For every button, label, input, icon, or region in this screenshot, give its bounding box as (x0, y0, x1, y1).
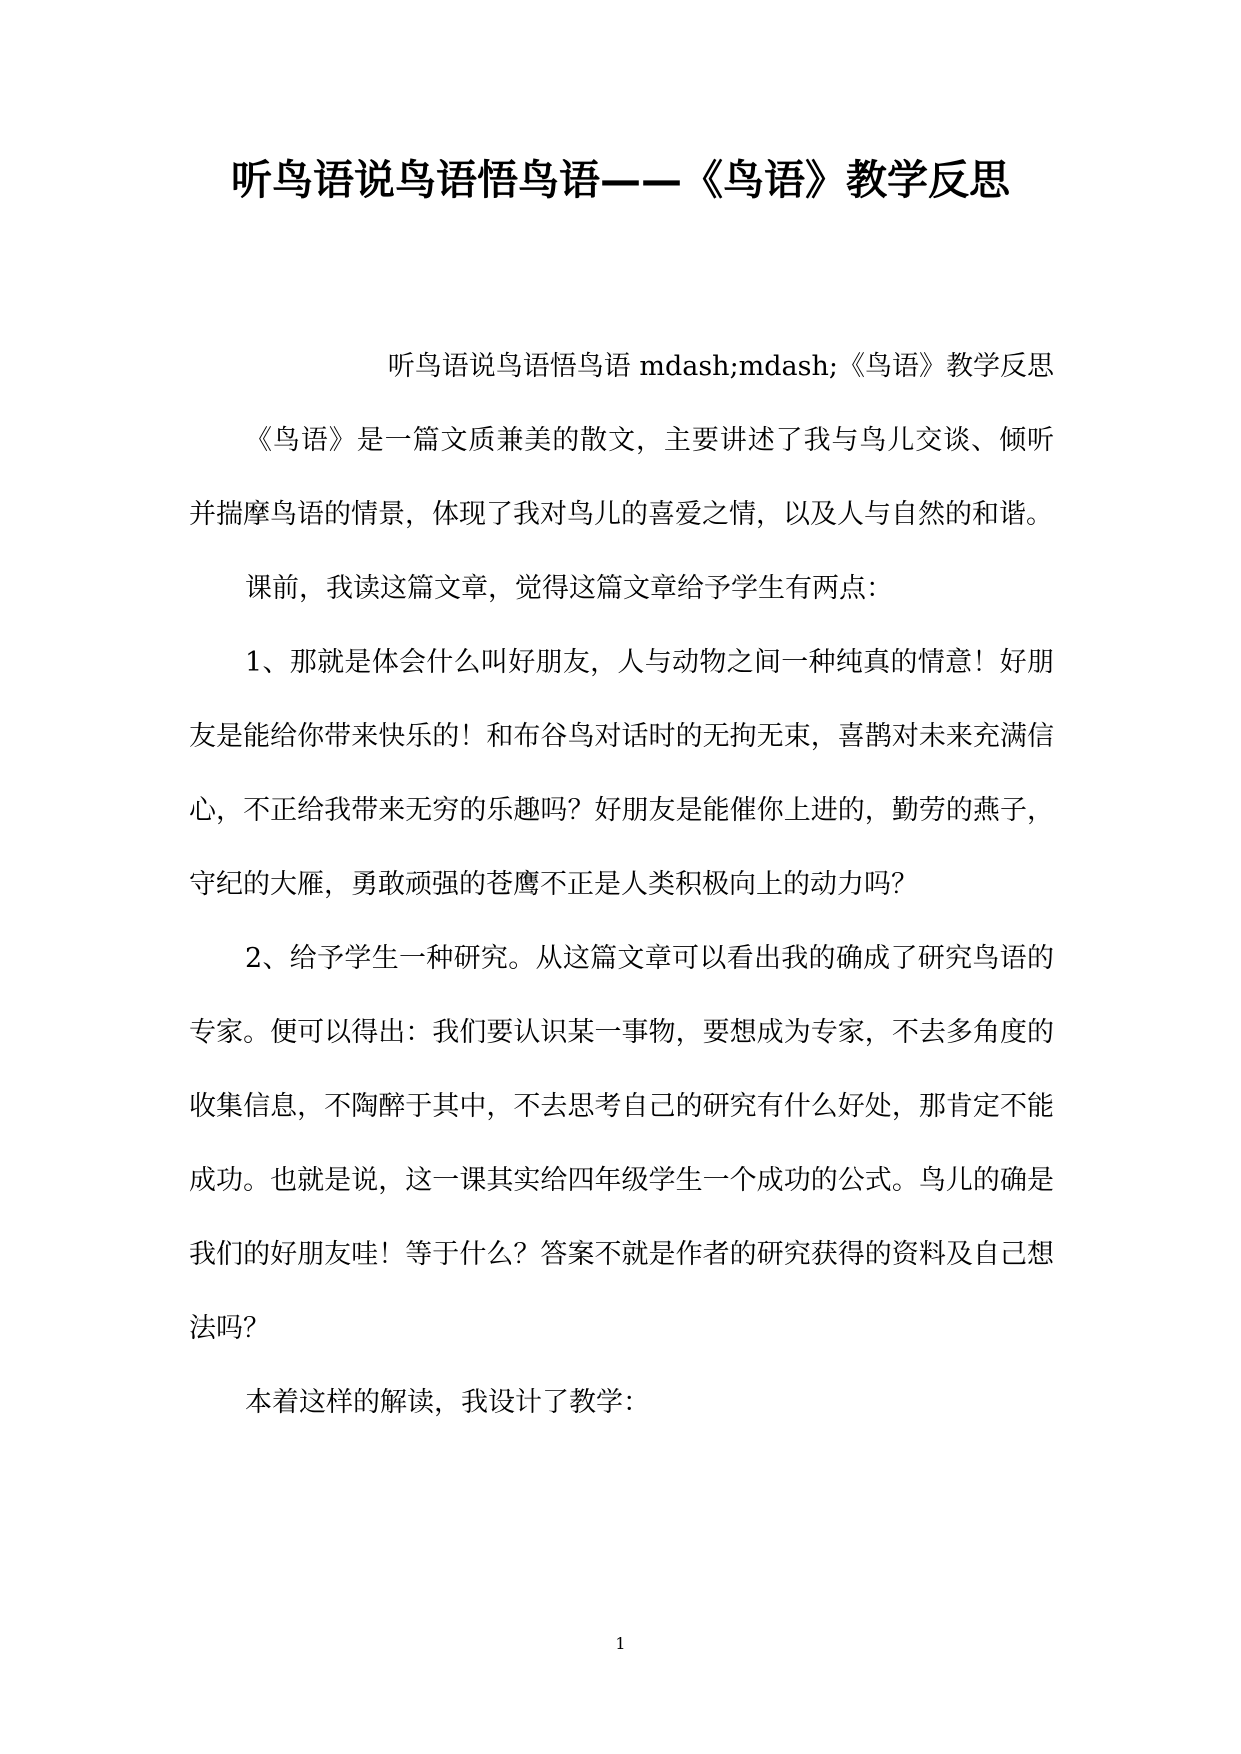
paragraph-intro: 《鸟语》是一篇文质兼美的散文，主要讲述了我与鸟儿交谈、倾听并揣摩鸟语的情景，体现了我对鸟儿的喜爱之情，以及人与自然的和谐。 (189, 425, 1054, 530)
paragraph-point-2: 2、给予学生一种研究。从这篇文章可以看出我的确成了研究鸟语的专家。便可以得出：我们要认识某一事物，要想成为专家，不去多角度的收集信息，不陶醉于其中，不去思考自己的研究有什么好处，那肯定不能成功。也就是说，这一课其实给四年级学生一个成功的公式。鸟儿的确是我们的好朋友哇！等于什么？答案不就是作者的研究获得的资料及自己想法吗？ (189, 943, 1054, 1344)
document-subtitle: 听鸟语说鸟语悟鸟语 mdash;mdash;《鸟语》教学反思 (387, 351, 1054, 382)
paragraph-design: 本着这样的解读，我设计了教学： (245, 1387, 650, 1418)
paragraph-preview: 课前，我读这篇文章，觉得这篇文章给予学生有两点： (245, 573, 893, 604)
document-title: 听鸟语说鸟语悟鸟语——《鸟语》教学反思 (231, 156, 1010, 204)
paragraph-point-1: 1、那就是体会什么叫好朋友，人与动物之间一种纯真的情意！好朋友是能给你带来快乐的！和布谷鸟对话时的无拘无束，喜鹊对未来充满信心，不正给我带来无穷的乐趣吗？好朋友是能催你上进的，勤劳的燕子，守纪的大雁，勇敢顽强的苍鹰不正是人类积极向上的动力吗？ (189, 647, 1054, 900)
page-number: 1 (615, 1634, 626, 1653)
document-body (189, 330, 1054, 1440)
